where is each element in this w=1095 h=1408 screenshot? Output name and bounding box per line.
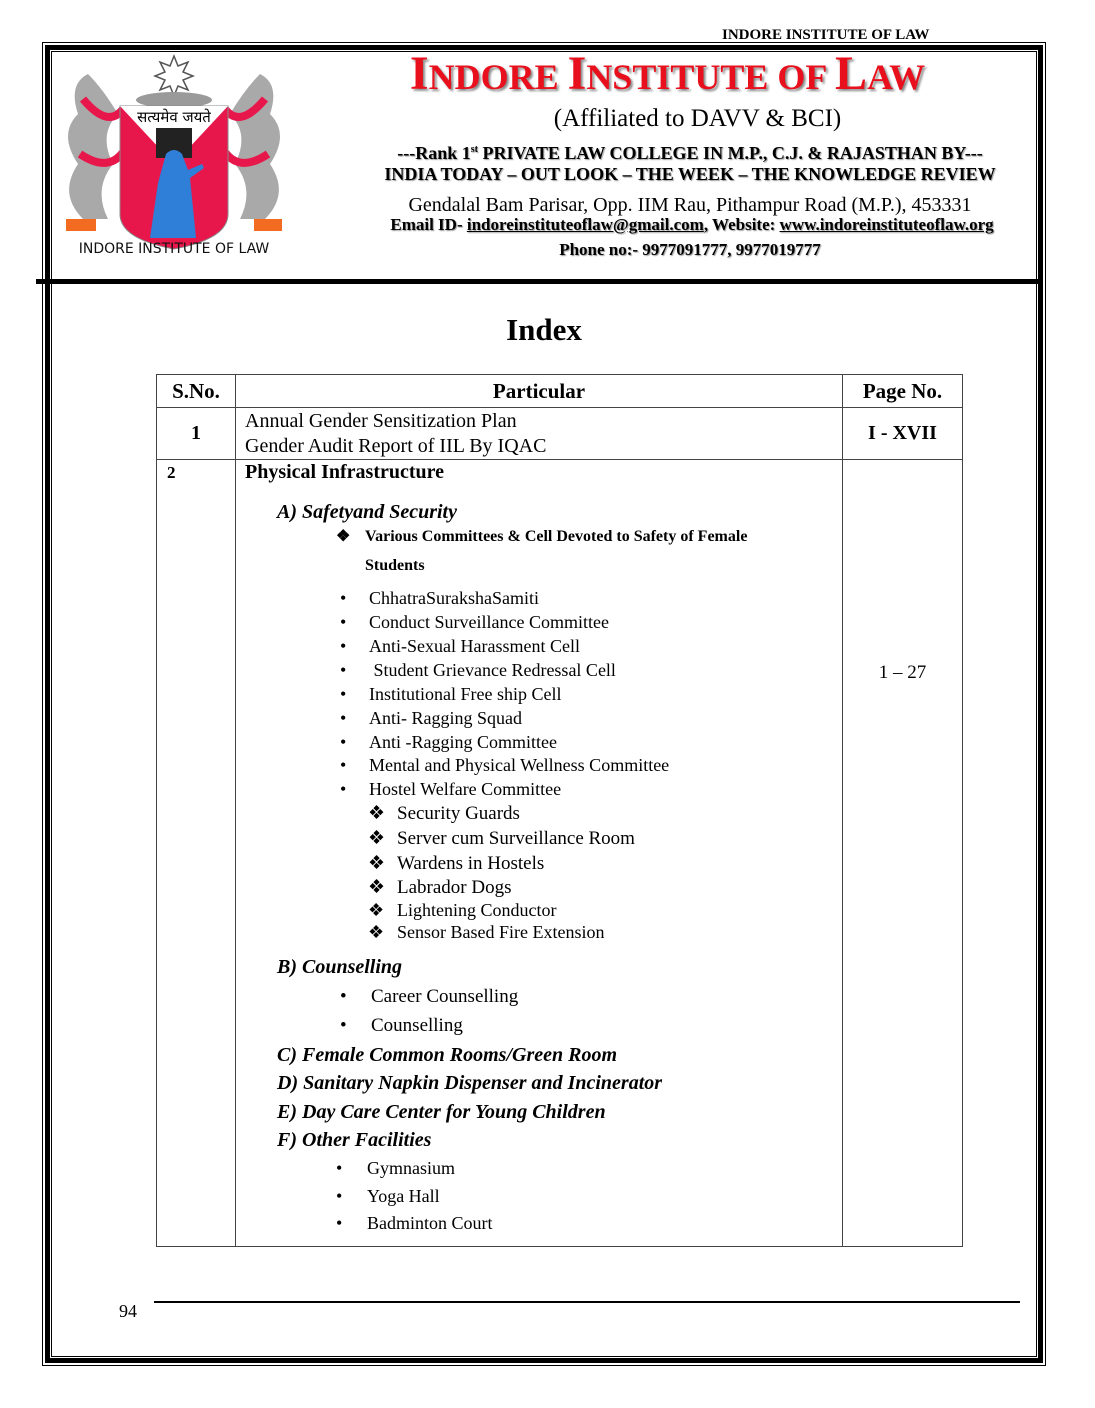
list-item: • Conduct Surveillance Committee <box>340 612 609 632</box>
phone-text: Phone no:- 9977091777, 9977019777 <box>559 240 821 259</box>
list-item: • Institutional Free ship Cell <box>340 684 562 704</box>
institute-logo <box>58 54 290 268</box>
logo-caption: INDORE INSTITUTE OF LAW <box>78 241 270 257</box>
list-item: • Mental and Physical Wellness Committee <box>340 755 670 775</box>
list-item: • Anti- Ragging Squad <box>340 708 522 728</box>
subsection-c: C) Female Common Rooms/Green Room <box>277 1044 618 1066</box>
email-link[interactable]: indoreinstituteoflaw@gmail.com <box>466 215 704 234</box>
list-item: ❖ Server cum Surveillance Room <box>368 828 635 849</box>
page-title: Index <box>506 312 582 347</box>
sub-heading-a-cont: Students <box>365 557 425 574</box>
list-item: ❖ Wardens in Hostels <box>368 853 545 874</box>
table-header-row <box>157 375 963 408</box>
address-text: Gendalal Bam Parisar, Opp. IIM Rau, Pithampur Road (M.P.), 453331 <box>408 194 972 216</box>
list-item: • Counselling <box>340 1015 463 1036</box>
list-item: • Yoga Hall <box>336 1186 440 1206</box>
list-item: ❖ Sensor Based Fire Extension <box>368 922 605 942</box>
subsection-f: F) Other Facilities <box>277 1129 432 1151</box>
column-header-particular: Particular <box>236 375 843 408</box>
row-particular: Annual Gender Sensitization Plan Gender Audit Report of IIL By IQAC <box>236 408 843 460</box>
website-link[interactable]: www.indoreinstituteoflaw.org <box>779 215 994 234</box>
row-sno: 2 <box>157 460 236 1247</box>
list-item: • Anti -Ragging Committee <box>340 732 557 752</box>
page-number: 94 <box>119 1301 137 1321</box>
contact-line: Email ID- indoreinstituteoflaw@gmail.com, Website: www.indoreinstituteoflaw.org <box>390 215 994 234</box>
list-item: • Career Counselling <box>340 986 519 1007</box>
footer-divider <box>154 1301 1020 1303</box>
list-item: • Anti-Sexual Harassment Cell <box>340 636 580 656</box>
table-row <box>157 460 963 1247</box>
affiliation-text: (Affiliated to DAVV & BCI) <box>553 105 842 132</box>
index-table <box>156 374 963 1247</box>
media-list: INDIA TODAY – OUT LOOK – THE WEEK – THE KNOWLEDGE REVIEW <box>384 164 996 184</box>
subsection-d: D) Sanitary Napkin Dispenser and Incinerator <box>277 1072 663 1094</box>
column-header-sno: S.No. <box>157 375 236 408</box>
table-row <box>157 408 963 460</box>
sub-heading-a: ❖ Various Committees & Cell Devoted to Safety of Female <box>336 528 748 545</box>
running-header: INDORE INSTITUTE OF LAW <box>722 27 930 43</box>
row-particular <box>236 460 843 1247</box>
star-icon <box>155 56 193 96</box>
list-item: ❖ Lightening Conductor <box>368 900 557 920</box>
logo-motto: सत्यमेव जयते <box>137 108 211 126</box>
subsection-e: E) Day Care Center for Young Children <box>277 1101 606 1123</box>
row-sno: 1 <box>157 408 236 460</box>
list-item: • Gymnasium <box>336 1158 455 1178</box>
list-item: • ChhatraSurakshaSamiti <box>340 588 539 608</box>
header-divider <box>36 279 1038 284</box>
section-heading: Physical Infrastructure <box>245 461 445 483</box>
list-item: • Badminton Court <box>336 1213 493 1233</box>
ranking-text: ---Rank 1st PRIVATE LAW COLLEGE IN M.P., C.J. & RAJASTHAN BY--- <box>397 143 983 163</box>
row-page: 1 – 27 <box>843 460 963 1247</box>
list-item: • Hostel Welfare Committee <box>340 779 562 799</box>
column-header-page: Page No. <box>843 375 963 408</box>
list-item: • Student Grievance Redressal Cell <box>340 660 616 680</box>
subsection-b: B) Counselling <box>277 956 403 978</box>
institute-title: INDORE INSTITUTE OF LAW <box>409 47 926 100</box>
list-item: ❖ Security Guards <box>368 803 520 824</box>
row-page: I - XVII <box>843 408 963 460</box>
subsection-a: A) Safetyand Security <box>277 501 457 523</box>
list-item: ❖ Labrador Dogs <box>368 877 512 898</box>
